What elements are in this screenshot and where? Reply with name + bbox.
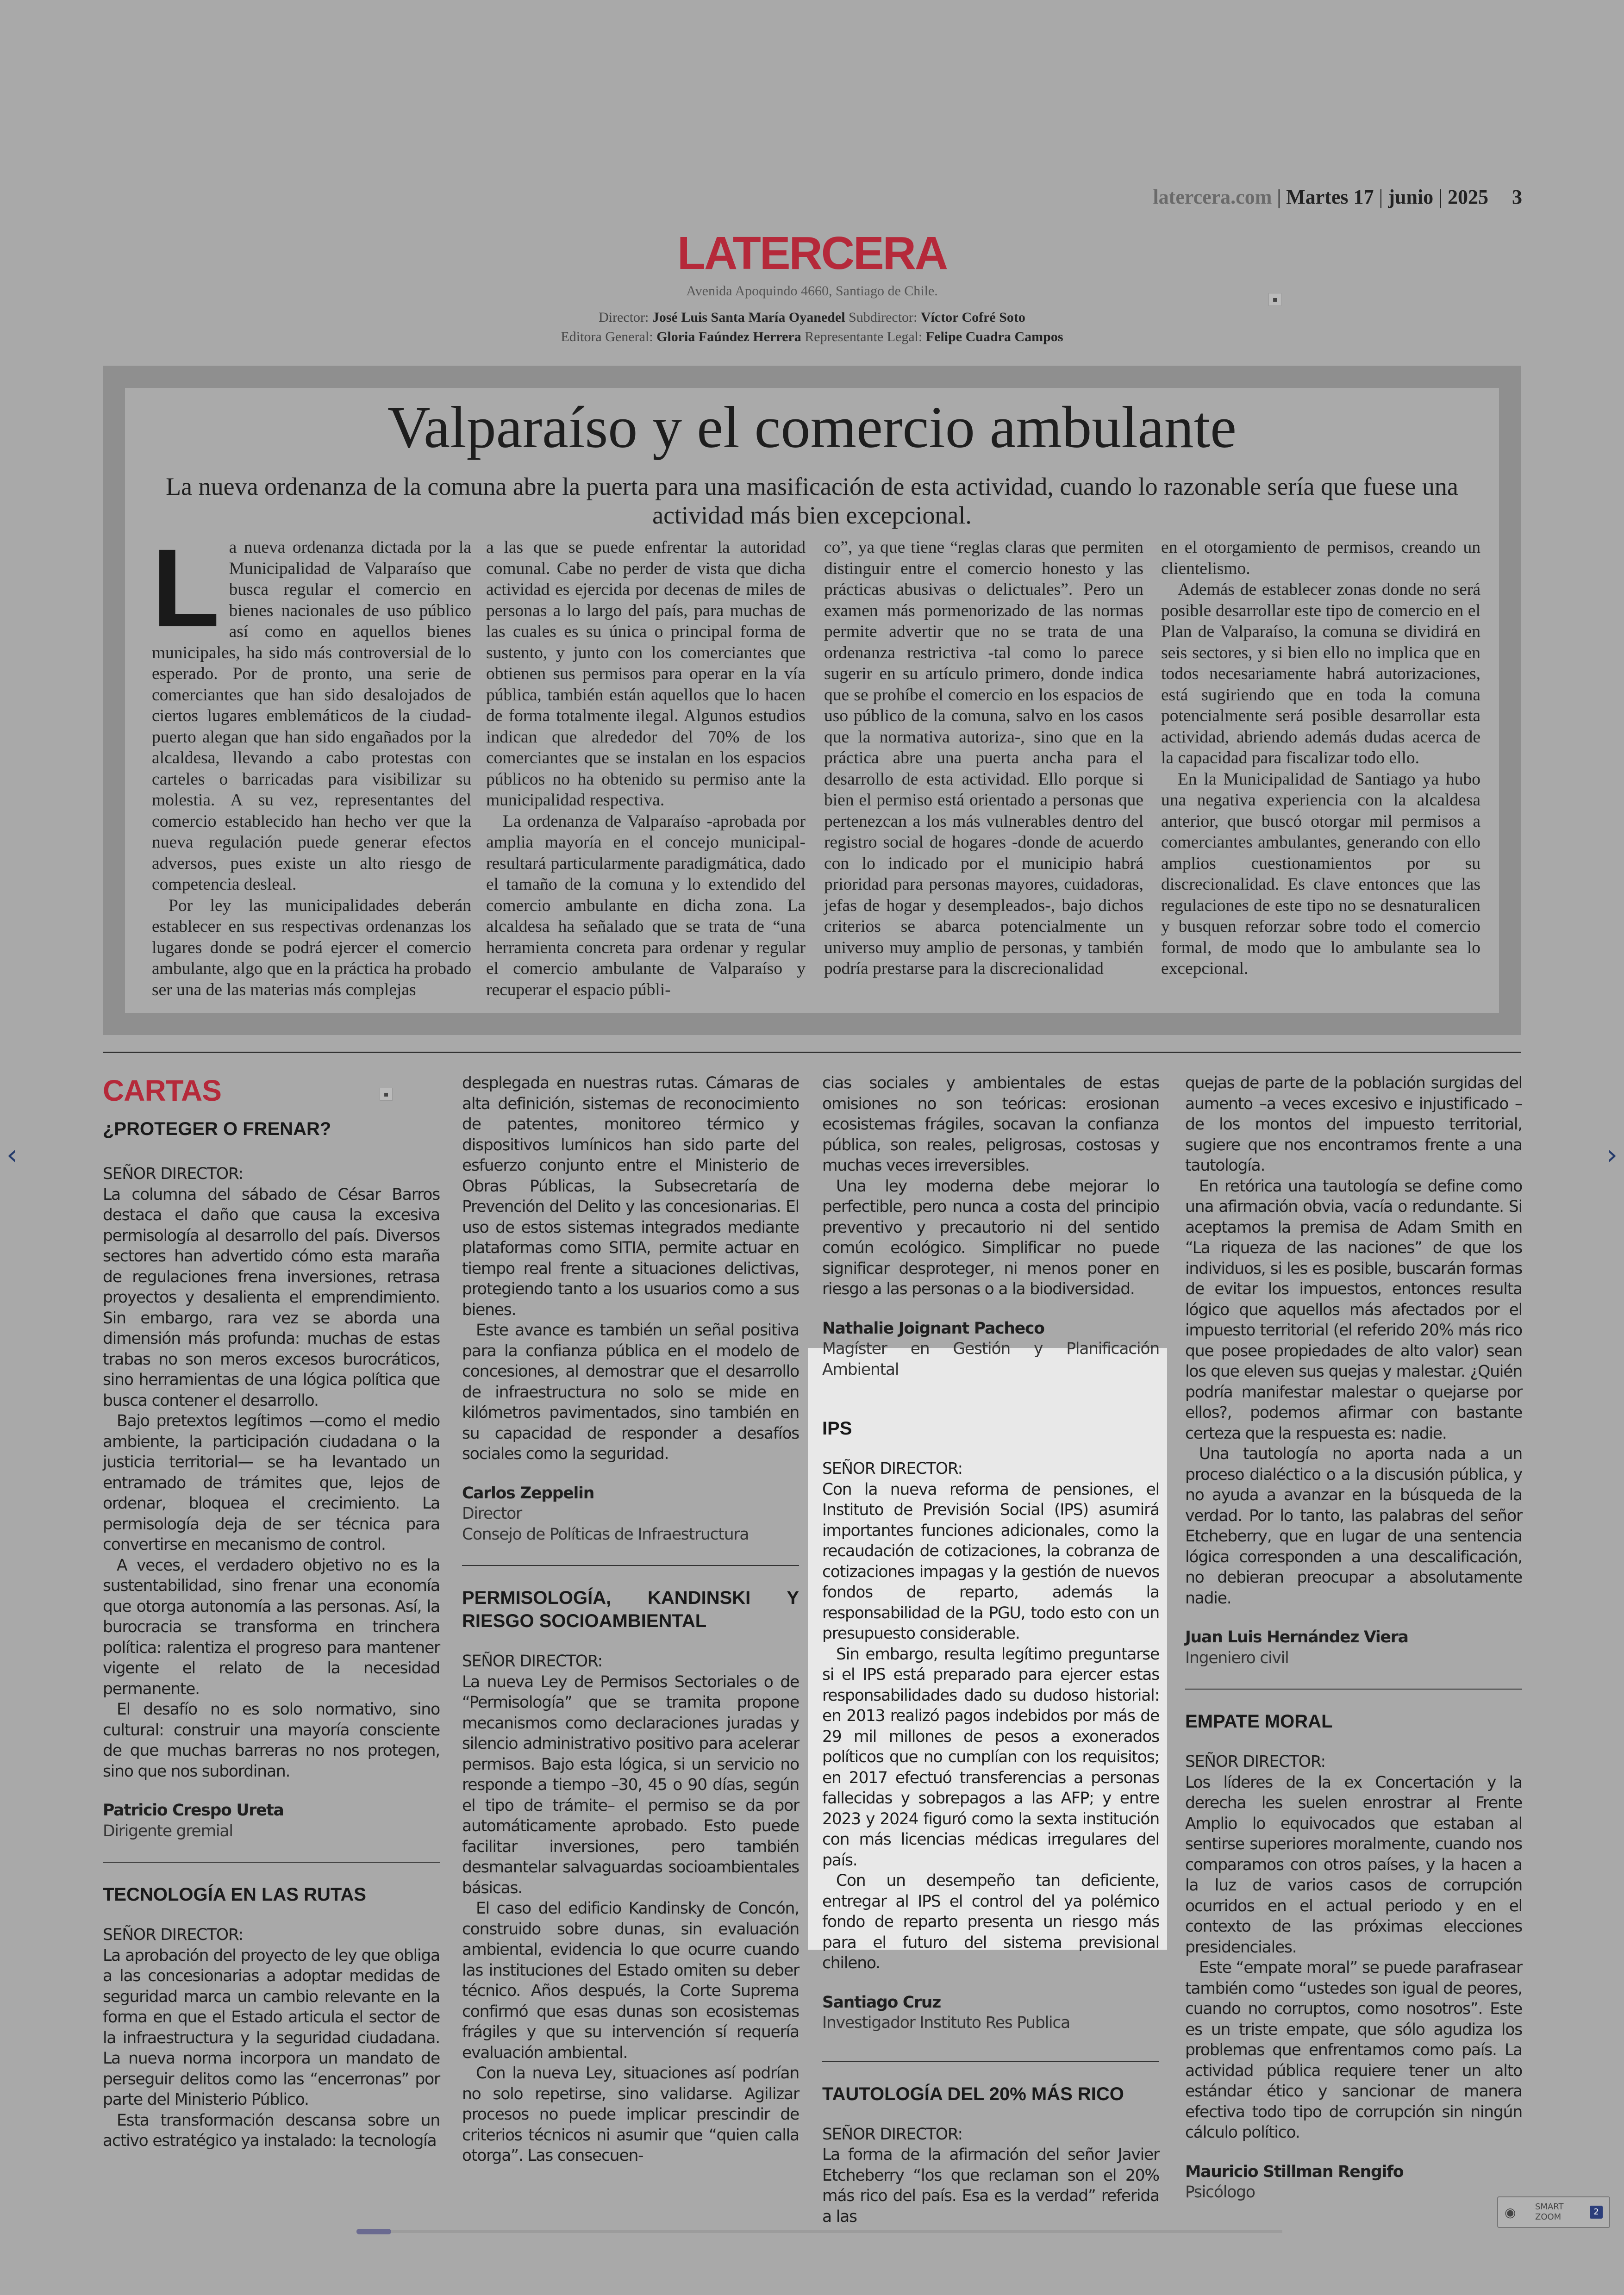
letter-signature: Patricio Crespo Ureta: [103, 1801, 284, 1820]
letter-title: ¿PROTEGER O FRENAR?: [103, 1119, 331, 1139]
page-header-line: latercera.com | Martes 17 | junio | 2025 3: [1153, 186, 1522, 208]
smart-zoom-label: SMART ZOOM: [1535, 2202, 1564, 2222]
date-year: 2025: [1448, 186, 1488, 208]
site-name[interactable]: latercera.com: [1153, 186, 1272, 208]
editorial-subtitle: La nueva ordenanza de la comuna abre la puerta para una masificación de esta actividad, cuando lo razonable sería que fuese una actividad más bien excepcional.: [166, 473, 1458, 529]
letter-signature: Carlos Zeppelin: [462, 1484, 594, 1503]
editor-name: Gloria Faúndez Herrera: [656, 329, 801, 344]
subdirector-name: Víctor Cofré Soto: [920, 310, 1025, 325]
annotation-marker-icon[interactable]: ▪: [380, 1088, 393, 1101]
letter-separator: [1185, 1689, 1522, 1690]
letter-role: Ingeniero civil: [1185, 1648, 1289, 1667]
letters-column-3: cias sociales y ambientales de estas omisiones no son teóricas: erosionan ecosistemas frágiles, socavan la confianza pública, son reales, peligrosas, costosas y muchas veces irreversibles. Una ley moderna debe mejorar lo perfectible, pero nunca a costa del principio preventivo y precautorio ni del sentido común ecológico. Simplificar no puede significar desproteger, ni menos poner en riesgo a las personas o a la biodiversidad. Nathalie Joignant Pacheco Magíster en Gestión y Planificación Ambiental IPS SEÑOR DIRECTOR: Con la nueva reforma de pensiones, el Instituto de Previsión Social (IPS) asumirá importantes funciones adicionales, como la recaudación de cotizaciones, la cobranza de cotizaciones impagas y la gestión de nuevos fondos de reparto, además la responsabilidad de la PGU, todo esto con un presupuesto considerable. Sin embargo, resulta legítimo preguntarse si el IPS está preparado para ejercer estas responsabilidades dado su dudoso historial: en 2013 realizó pagos indebidos por más de 29 mil millones de pesos a exonerados políticos que no cumplían con los requisitos; en 2017 efectuó transferencias a personas fallecidas y sobrepagos a las AFP; y entre 2023 y 2024 figuró como la sexta institución con más licencias médicas irregulares del país. Con un desempeño tan deficiente, entregar al IPS el control del ya polémico fondo de reparto presenta un riesgo más para el futuro del sistema previsional chileno. Santiago Cruz Investigador Instituto Res Publica TAUTOLOGÍA DEL 20% MÁS RICO SEÑOR DIRECTOR: La forma de la afirmación del señor Javier Etcheberry “los que reclaman son el 20% más rico del país. Esa es la verdad” referida a las: [822, 1074, 1159, 2226]
drop-cap: L: [152, 526, 220, 650]
section-divider: [103, 1052, 1521, 1053]
masthead-logo: LATERCERA: [677, 227, 947, 279]
letter-role: Director: [462, 1504, 522, 1523]
letter-signature: Nathalie Joignant Pacheco: [822, 1319, 1044, 1338]
director-name: José Luis Santa María Oyanedel: [652, 310, 845, 325]
letter-salutation: SEÑOR DIRECTOR:: [103, 1165, 243, 1183]
masthead-staff: [0, 308, 1624, 347]
director-label: Director:: [599, 310, 649, 325]
letter-role: Dirigente gremial: [103, 1821, 233, 1840]
date-month: junio: [1388, 186, 1434, 208]
letter-role: Psicólogo: [1185, 2183, 1255, 2201]
next-page-button[interactable]: ›: [1606, 1139, 1618, 1171]
annotation-marker-icon[interactable]: ▪: [1268, 293, 1281, 306]
page-number: 3: [1512, 186, 1522, 208]
letters-column-2: desplegada en nuestras rutas. Cámaras de alta definición, sistemas de reconocimiento de patentes, monitoreo térmico y dispositivos lumínicos han sido parte del esfuerzo conjunto entre el Ministerio de Obras Públicas, la Subsecretaría de Prevención del Delito y las concesionarias. El uso de estos sistemas integrados mediante plataformas como SITIA, permite actuar en tiempo real frente a situaciones delictivas, protegiendo tanto a los usuarios como a sus bienes. Este avance es también un señal positiva para la confianza pública en el modelo de concesiones, al demostrar que el desarrollo de infraestructura no solo se mide en kilómetros pavimentados, sino también en su capacidad de responder a desafíos sociales como la seguridad. Carlos Zeppelin Director Consejo de Políticas de Infraestructura PERMISOLOGÍA, KANDINSKI Y RIESGO SOCIOAMBIENTAL SEÑOR DIRECTOR: La nueva Ley de Permisos Sectoriales o de “Permisología” que se tramita propone mecanismos como declaraciones juradas y silencio administrativo positivo para acelerar permisos. Bajo esta lógica, si un servicio no responde a tiempo –30, 45 o 90 días, según el tipo de trámite– el permiso se da por automáticamente aprobado. Esto puede facilitar inversiones, pero también desmantelar salvaguardas socioambientales básicas. El caso del edificio Kandinsky de Concón, construido sobre dunas, sin evaluación ambiental, evidencia lo que ocurre cuando las instituciones del Estado omiten su deber técnico. Años después, la Corte Suprema confirmó que esas dunas son ecosistemas frágiles y que su intervención sí requería evaluación ambiental. Con la nueva Ley, situaciones así podrían no solo repetirse, sino validarse. Agilizar procesos no puede implicar prescindir de criterios técnicos ni asumir que “quien calla otorga”. Las consecuen-: [462, 1074, 799, 2165]
editorial-title: Valparaíso y el comercio ambulante: [387, 394, 1237, 460]
masthead-address: Avenida Apoquindo 4660, Santiago de Chile.: [686, 283, 938, 299]
prev-page-button[interactable]: ‹: [6, 1139, 18, 1171]
letter-role: Investigador Instituto Res Publica: [822, 2014, 1070, 2032]
letter-title: EMPATE MORAL: [1185, 1711, 1333, 1732]
letter-separator: [462, 1565, 799, 1566]
letter-signature: Juan Luis Hernández Viera: [1185, 1628, 1408, 1646]
legal-label: Representante Legal:: [805, 329, 923, 344]
letter-title: PERMISOLOGÍA, KANDINSKI Y RIESGO SOCIOAMBIENTAL: [462, 1588, 799, 1631]
legal-name: Felipe Cuadra Campos: [925, 329, 1063, 344]
letters-column-4: quejas de parte de la población surgidas del aumento –a veces excesivo e injustificado –de los montos del impuesto territorial, sugiere que nos encontramos frente a una tautología. En retórica una tautología se define como una afirmación obvia, vacía o redundante. Si aceptamos la premisa de Adam Smith en “La riqueza de las naciones” de que los individuos, si les es posible, buscarán formas de evitar los impuestos, entonces resulta lógico que aquellos más afectados por el impuesto territorial (el referido 20% más rico que posee propiedades de alto valor) sean los que eleven sus quejas y malestar. ¿Quién podría manifestar malestar o quejarse por ellos?, podemos afirmar con bastante certeza que la respuesta es: nadie. Una tautología no aporta nada a un proceso dialéctico o a la discusión pública, y no ayuda a avanzar en la búsqueda de la verdad. Por lo tanto, las palabras del señor Etcheberry, que en lugar de una sentencia lógica corresponden a una descalificación, no debieran preocupar a absolutamente nadie. Juan Luis Hernández Viera Ingeniero civil EMPATE MORAL SEÑOR DIRECTOR: Los líderes de la ex Concertación y la derecha les suelen enrostrar al Frente Amplio lo equivocados que estaban al sentirse superiores moralmente, cuando nos comparamos con otros países, y la hacen a la luz de varios casos de corrupción ocurridos en el actual periodo y en el contexto de las próximas elecciones presidenciales. Este “empate moral” se puede parafrasear también como “ustedes son igual de peores, cuando no corruptos, como nosotros”. Este es un triste empate, que sólo agudiza los problemas que enfrentamos como país. La actividad pública requiere tener un alto estándar ético y sancionar de manera efectiva todo tipo de corrupción sin ningún cálculo político. Mauricio Stillman Rengifo Psicólogo: [1185, 1073, 1522, 2203]
letter-org: Consejo de Políticas de Infraestructura: [462, 1525, 749, 1544]
zoom-count-badge: 2: [1590, 2206, 1603, 2219]
editorial-column-3: co”, ya que tiene “reglas claras que permiten distinguir entre el comercio honesto y las prácticas abusivas o delictuales”. Pero un examen más pormenorizado de las normas permite advertir que no se trata de una ordenanza restrictiva -tal como lo parece sugerir en su artículo primero, donde indica que se prohíbe el comercio en los espacios de uso público de la comuna, salvo en los casos que la normativa autoriza-, sino que en la práctica abre una puerta ancha para el desarrollo de esta actividad. Ello porque si bien el permiso está orientado a personas que pertenezcan a los más vulnerables dentro del registro social de hogares -donde de acuerdo con lo indicado por el municipio habrá prioridad para personas mayores, cuidadoras, jefas de hogar y desempleados-, bajo dichos criterios se abarca potencialmente un universo muy amplio de personas, y también podría prestarse para la discrecionalidad: [824, 538, 1143, 978]
smart-zoom-button[interactable]: [1497, 2196, 1610, 2228]
date-day: Martes 17: [1286, 186, 1374, 208]
letter-title: TECNOLOGÍA EN LAS RUTAS: [103, 1884, 366, 1905]
section-title: CARTAS: [103, 1074, 221, 1107]
letter-title: TAUTOLOGÍA DEL 20% MÁS RICO: [822, 2083, 1124, 2104]
editorial-column-4: en el otorgamiento de permisos, creando un clientelismo. Además de establecer zonas donde no será posible desarrollar este tipo de comercio en el Plan de Valparaíso, la comuna se dividirá en seis sectores, y si bien ello no implica que en todos necesariamente habrá autorizaciones, está sugiriendo que en toda la comuna potencialmente será posible desarrollar esta actividad, abriendo además dudas acerca de la capacidad para fiscalizar todo ello. En la Municipalidad de Santiago ya hubo una negativa experiencia con la alcaldesa anterior, que buscó otorgar mil permisos a comerciantes ambulantes, generando con ello amplios cuestionamientos por su discrecionalidad. Es clave entonces que las regulaciones de este tipo no se desnaturalicen y busquen reforzar sobre todo el comercio formal, de modo que lo ambulante sea lo excepcional.: [1161, 538, 1480, 978]
editorial-column-1: La nueva ordenanza dictada por la Municipalidad de Valparaíso que busca regular el comercio en bienes nacionales de uso público así como en aquellos bienes municipales, ha sido más controversial de lo esperado. Por de pronto, una serie de comerciantes que han sido desalojados de ciertos lugares emblemáticos de la ciudad-puerto alegan que han sido engañados por la alcaldesa, llevando a cabo protestas con carteles o barricadas para visibilizar su molestia. A su vez, representantes del comercio establecido han hecho ver que la nueva regulación puede generar efectos adversos, pues existe un alto riesgo de competencia desleal. Por ley las municipalidades deberán establecer en sus respectivas ordenanzas los lugares donde se podrá ejercer el comercio ambulante, algo que en la práctica ha probado ser una de las materias más complejas: [152, 526, 471, 999]
letter-separator: [822, 2061, 1159, 2062]
editorial-column-2: a las que se puede enfrentar la autoridad comunal. Cabe no perder de vista que dicha actividad es ejercida por decenas de miles de personas a lo largo del país, para muchas de las cuales es su única o principal forma de sustento, y junto con los comerciantes que obtienen sus permisos para operar en la vía pública, también están aquellos que lo hacen de forma totalmente ilegal. Algunos estudios indican que alrededor del 70% de los comerciantes que se instalan en los espacios públicos no ha obtenido su permiso ante la municipalidad respectiva. La ordenanza de Valparaíso -aprobada por amplia mayoría en el concejo municipal- resultará particularmente paradigmática, dado el tamaño de la comuna y lo extendido del comercio ambulante en dicha zona. La alcaldesa ha señalado que se trata de “una herramienta concreta para ordenar y regular el comercio ambulante de Valparaíso y recuperar el espacio públi-: [486, 538, 806, 999]
page-scroll-track[interactable]: [356, 2230, 1282, 2233]
editor-label: Editora General:: [561, 329, 653, 344]
page-scroll-thumb[interactable]: [356, 2229, 391, 2234]
letter-signature: Santiago Cruz: [822, 1993, 941, 2012]
letter-role: Magíster en Gestión y Planificación Ambiental: [822, 1340, 1159, 1379]
letter-title: IPS: [822, 1418, 852, 1439]
letters-column-1: CARTAS ¿PROTEGER O FRENAR? SEÑOR DIRECTOR: La columna del sábado de César Barros destaca el daño que causa la excesiva permisología al desarrollo del país. Diversos sectores han advertido cómo esta maraña de regulaciones frena inversiones, retrasa proyectos y desalienta el emprendimiento. Sin embargo, rara vez se aborda una dimensión más profunda: muchas de estas trabas no son meros excesos burocráticos, sino herramientas de una lógica política que busca contener el desarrollo. Bajo pretextos legítimos —como el medio ambiente, la participación ciudadana o la justicia territorial— se ha levantado un entramado de trámites que, lejos de ordenar, bloquea el crecimiento. La permisología deja de ser técnica para convertirse en mecanismo de control. A veces, el verdadero objetivo no es la sustentabilidad, sino frenar una economía que otorga autonomía a las personas. Así, la burocracia se transforma en trinchera política: ralentiza el progreso para mantener vigente el relato de la necesidad permanente. El desafío no es solo normativo, sino cultural: construir una mayoría consciente de que muchas barreras no nos protegen, sino que nos subordinan. Patricio Crespo Ureta Dirigente gremial TECNOLOGÍA EN LAS RUTAS SEÑOR DIRECTOR: La aprobación del proyecto de ley que obliga a las concesionarias a adoptar medidas de seguridad marca un cambio relevante en la forma en que el Estado articula el sector de la infraestructura y la seguridad ciudadana. La nueva norma incorpora un mandato de perseguir delitos como las “encerronas” por parte del Ministerio Público. Esta transformación descansa sobre un activo estratégico ya instalado: la tecnología: [103, 1074, 440, 2150]
eye-icon: ◉: [1505, 2205, 1516, 2220]
letter-signature: Mauricio Stillman Rengifo: [1185, 2162, 1404, 2181]
letter-separator: [103, 1862, 440, 1863]
subdirector-label: Subdirector:: [849, 310, 918, 325]
